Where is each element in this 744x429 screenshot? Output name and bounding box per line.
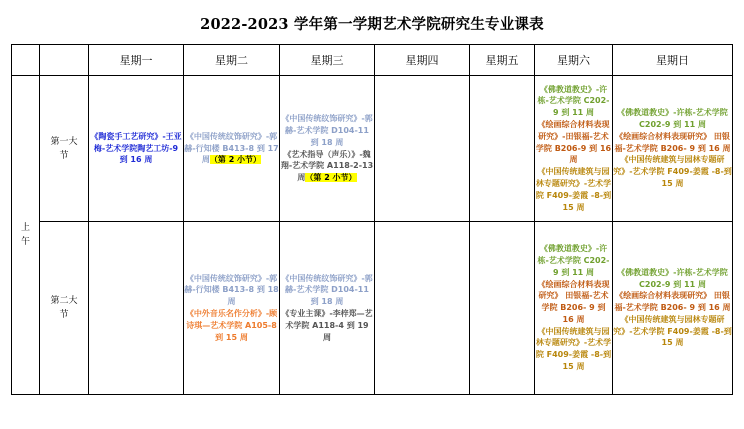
day-header-mon: 星期一: [89, 45, 184, 76]
schedule-table: [11, 44, 733, 395]
period-row: [12, 222, 733, 395]
half-day-label: 上 午: [12, 76, 40, 395]
course-entry: 《中国传统建筑与园林专题研究》-艺术学院 F409-姜霞 -8-到 15 周: [613, 155, 732, 188]
course-cell: [280, 222, 375, 395]
empty-cell: [375, 76, 470, 222]
corner-cell: [40, 45, 89, 76]
highlight-note: （第 2 小节）: [305, 173, 357, 183]
corner-cell: [12, 45, 40, 76]
course-entry: 《陶瓷手工艺研究》-王亚梅-艺术学院陶艺工坊-9 到 16 周: [90, 131, 182, 165]
header-row: [12, 45, 733, 76]
course-entry: 《绘画综合材料表现研究》 田银福-艺术学院 B206- 9 到 16 周: [537, 279, 610, 324]
period-label: 第一大 节: [40, 76, 89, 222]
course-cell: [184, 76, 280, 222]
day-header-wed: 星期三: [280, 45, 375, 76]
course-entry: 《艺术指导（声乐）》-魏翔-艺术学院 A118-2-13 周: [280, 149, 374, 183]
course-entry: 《中外音乐名作分析》-顾诗琪—艺术学院 A105-8 到 15 周: [185, 309, 278, 342]
course-cell: [184, 222, 280, 395]
day-header-fri: 星期五: [470, 45, 535, 76]
highlight-note: （第 2 小节）: [209, 155, 262, 165]
course-entry: 《专业主课》-李梓郑—艺术学院 A118-4 到 19 周: [281, 309, 373, 342]
course-cell: [613, 76, 733, 222]
course-cell: [89, 76, 184, 222]
course-entry: 《佛教道教史》-许栋-艺术学院 C202-9 到 11 周: [617, 108, 728, 129]
course-entry: 《中国传统建筑与园林专题研究》-艺术学院 F409-姜霞 -8-到 15 周: [535, 326, 612, 372]
course-entry: 《中国传统纹饰研究》-郭赫-行知楼 B413-8 到 17 周: [184, 131, 279, 165]
course-cell: [613, 222, 733, 395]
course-cell: [535, 222, 613, 395]
period-row: [12, 76, 733, 222]
empty-cell: [375, 222, 470, 395]
page-title: 2022-2023 学年第一学期艺术学院研究生专业课表: [200, 16, 544, 33]
course-entry: 《绘画综合材料表现研究》 田银福-艺术学院 B206- 9 到 16 周: [614, 291, 731, 313]
course-entry: 《佛教道教史》-许栋-艺术学院 C202-9 到 11 周: [537, 84, 610, 118]
empty-cell: [470, 76, 535, 222]
course-entry: 《中国传统纹饰研究》-郭赫-艺术学院 D104-11 到 18 周: [281, 114, 373, 147]
day-header-thu: 星期四: [375, 45, 470, 76]
course-entry: 《中国传统建筑与园林专题研究》-艺术学院 F409-姜霞 -8-到 15 周: [535, 167, 612, 212]
period-label: 第二大 节: [40, 222, 89, 395]
course-entry: 《佛教道教史》-许栋-艺术学院 C202-9 到 11 周: [537, 244, 610, 277]
course-entry: 《中国传统纹饰研究》-郭赫-艺术学院 D104-11 到 18 周: [281, 273, 373, 307]
empty-cell: [470, 222, 535, 395]
day-header-tue: 星期二: [184, 45, 280, 76]
course-cell: [535, 76, 613, 222]
day-header-sun: 星期日: [613, 45, 733, 76]
course-entry: 《佛教道教史》-许栋-艺术学院 C202-9 到 11 周: [617, 267, 728, 289]
course-entry: 《绘画综合材料表现研究》-田银福-艺术学院 B206-9 到 16 周: [535, 120, 612, 165]
course-entry: 《绘画综合材料表现研究》 田银福-艺术学院 B206- 9 到 16 周: [614, 131, 731, 153]
day-header-sat: 星期六: [535, 45, 613, 76]
course-cell: [280, 76, 375, 222]
course-entry: 《中国传统建筑与园林专题研究》-艺术学院 F409-姜霞 -8-到 15 周: [613, 314, 732, 348]
course-entry: 《中国传统纹饰研究》-郭赫-行知楼 B413-8 到 18 周: [184, 273, 279, 307]
empty-cell: [89, 222, 184, 395]
